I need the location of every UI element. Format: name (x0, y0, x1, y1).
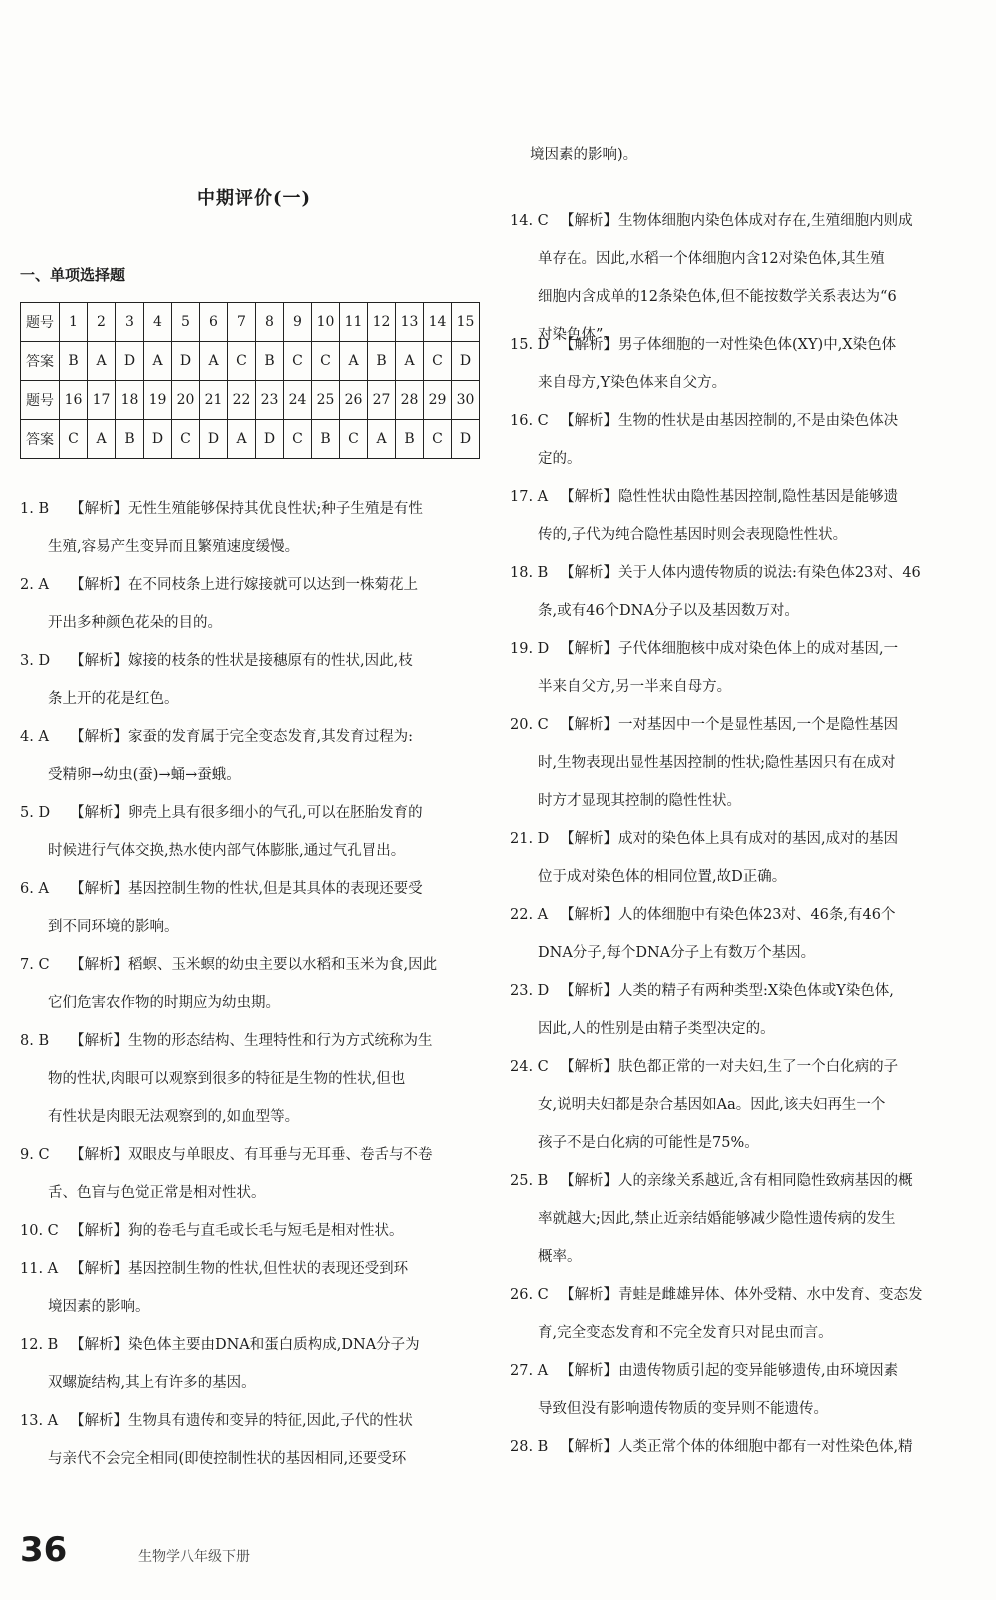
table-cell: 27 (368, 381, 396, 420)
explanation-text: 有性状是肉眼无法观察到的,如血型等。 (48, 1109, 300, 1125)
explanation-text: 【解析】由遗传物质引起的变异能够遗传,由环境因素 (560, 1363, 899, 1379)
answer-entry (510, 478, 980, 554)
answer-entry (510, 1428, 980, 1466)
table-cell: 2 (88, 303, 116, 342)
row-label: 答案 (21, 420, 60, 459)
explanation-text: 【解析】关于人体内遗传物质的说法:有染色体23对、46 (560, 565, 921, 581)
answer-entry (510, 554, 980, 630)
question-number: 15. D (510, 337, 550, 353)
table-row (21, 381, 480, 420)
answer-entry (20, 1326, 480, 1402)
question-number: 3. D (20, 653, 51, 669)
table-cell: D (452, 420, 480, 459)
explanation-text: 开出多种颜色花朵的目的。 (48, 615, 222, 631)
question-number: 19. D (510, 641, 550, 657)
explanation-text: 【解析】卵壳上具有很多细小的气孔,可以在胚胎发育的 (70, 805, 423, 821)
table-cell: 5 (172, 303, 200, 342)
table-cell: B (60, 342, 88, 381)
explanation-text: 【解析】狗的卷毛与直毛或长毛与短毛是相对性状。 (70, 1223, 404, 1239)
question-number: 14. C (510, 213, 549, 229)
question-number: 2. A (20, 577, 49, 593)
explanation-text: 【解析】子代体细胞核中成对染色体上的成对基因,一 (560, 641, 899, 657)
explanation-text: 细胞内含成单的12条染色体,但不能按数学关系表达为“6 (538, 289, 897, 305)
explanation-text: 【解析】无性生殖能够保持其优良性状;种子生殖是有性 (70, 501, 423, 517)
table-cell: 25 (312, 381, 340, 420)
answer-table (20, 302, 480, 459)
table-cell: 11 (340, 303, 368, 342)
explanation-text: 【解析】生物具有遗传和变异的特征,因此,子代的性状 (70, 1413, 413, 1429)
page-title: 中期评价(一) (196, 188, 312, 209)
table-cell: D (116, 342, 144, 381)
book-title: 生物学八年级下册 (138, 1549, 250, 1565)
table-cell: A (88, 342, 116, 381)
explanation-text: 时方才显现其控制的隐性性状。 (538, 793, 741, 809)
explanation-text: 来自母方,Y染色体来自父方。 (538, 375, 727, 391)
table-cell: 1 (60, 303, 88, 342)
answer-entry (20, 642, 480, 718)
table-cell: C (424, 420, 452, 459)
table-cell: B (312, 420, 340, 459)
answer-entry (510, 630, 980, 706)
question-number: 7. C (20, 957, 50, 973)
table-cell: 10 (312, 303, 340, 342)
table-row (21, 303, 480, 342)
table-cell: C (60, 420, 88, 459)
answer-entry (510, 896, 980, 972)
question-number: 5. D (20, 805, 51, 821)
answer-entry (20, 946, 480, 1022)
table-cell: 29 (424, 381, 452, 420)
table-cell: D (452, 342, 480, 381)
table-cell: A (88, 420, 116, 459)
explanation-text: 率就越大;因此,禁止近亲结婚能够减少隐性遗传病的发生 (538, 1211, 896, 1227)
explanation-text: 【解析】稻螟、玉米螟的幼虫主要以水稻和玉米为食,因此 (70, 957, 438, 973)
table-cell: 19 (144, 381, 172, 420)
table-cell: C (228, 342, 256, 381)
explanation-text: 【解析】肤色都正常的一对夫妇,生了一个白化病的子 (560, 1059, 899, 1075)
table-cell: 23 (256, 381, 284, 420)
table-cell: 30 (452, 381, 480, 420)
table-cell: 12 (368, 303, 396, 342)
explanation-text: 半来自父方,另一半来自母方。 (538, 679, 732, 695)
explanation-text: 【解析】生物的性状是由基因控制的,不是由染色体决 (560, 413, 899, 429)
table-cell: C (340, 420, 368, 459)
explanation-text: 单存在。因此,水稻一个体细胞内含12对染色体,其生殖 (538, 251, 885, 267)
answer-entry (510, 1276, 980, 1352)
table-row (21, 420, 480, 459)
table-cell: B (116, 420, 144, 459)
table-cell: 15 (452, 303, 480, 342)
answer-entry (20, 1212, 480, 1250)
table-cell: 14 (424, 303, 452, 342)
explanation-text: 境因素的影响。 (48, 1299, 150, 1315)
answer-entry (510, 402, 980, 478)
question-number: 6. A (20, 881, 49, 897)
table-cell: 20 (172, 381, 200, 420)
table-cell: C (284, 420, 312, 459)
explanation-text: 条上开的花是红色。 (48, 691, 179, 707)
page-number: 36 (20, 1530, 68, 1570)
answer-entry (20, 794, 480, 870)
explanation-text: 【解析】人的体细胞中有染色体23对、46条,有46个 (560, 907, 896, 923)
explanation-text: 【解析】生物的形态结构、生理特性和行为方式统称为生 (70, 1033, 433, 1049)
explanation-text: 时候进行气体交换,热水使内部气体膨胀,通过气孔冒出。 (48, 843, 406, 859)
answer-entry (510, 820, 980, 896)
answer-entry (20, 490, 480, 566)
row-label: 题号 (21, 381, 60, 420)
table-cell: D (172, 342, 200, 381)
answer-entry (510, 1162, 980, 1276)
table-cell: 26 (340, 381, 368, 420)
table-cell: B (368, 342, 396, 381)
explanation-text: 【解析】人类正常个体的体细胞中都有一对性染色体,精 (560, 1439, 913, 1455)
table-cell: 8 (256, 303, 284, 342)
question-number: 27. A (510, 1363, 549, 1379)
explanation-text: 定的。 (538, 451, 582, 467)
explanation-text: 【解析】人的亲缘关系越近,含有相同隐性致病基因的概 (560, 1173, 913, 1189)
table-cell: C (424, 342, 452, 381)
explanation-text: 受精卵→幼虫(蚕)→蛹→蚕蛾。 (48, 767, 241, 783)
answer-entry (20, 1250, 480, 1326)
table-cell: 9 (284, 303, 312, 342)
explanation-text: 概率。 (538, 1249, 582, 1265)
explanation-text: 【解析】染色体主要由DNA和蛋白质构成,DNA分子为 (70, 1337, 420, 1353)
answer-entry (20, 1402, 480, 1478)
answer-entry (20, 1022, 480, 1136)
row-label: 题号 (21, 303, 60, 342)
explanation-text: 【解析】青蛙是雌雄异体、体外受精、水中发育、变态发 (560, 1287, 923, 1303)
answer-entry (20, 566, 480, 642)
answer-entry (510, 706, 980, 820)
answer-entry (20, 1136, 480, 1212)
table-cell: 16 (60, 381, 88, 420)
explanation-text: 对染色体”。 (538, 327, 618, 343)
table-cell: B (396, 420, 424, 459)
question-number: 10. C (20, 1223, 59, 1239)
table-cell: 18 (116, 381, 144, 420)
table-cell: A (144, 342, 172, 381)
table-cell: D (256, 420, 284, 459)
answer-entry (510, 1352, 980, 1428)
explanation-text: 【解析】一对基因中一个是显性基因,一个是隐性基因 (560, 717, 899, 733)
table-cell: 6 (200, 303, 228, 342)
question-number: 26. C (510, 1287, 549, 1303)
question-number: 4. A (20, 729, 49, 745)
question-number: 11. A (20, 1261, 59, 1277)
explanation-text: 舌、色盲与色觉正常是相对性状。 (48, 1185, 266, 1201)
explanation-text: 条,或有46个DNA分子以及基因数万对。 (538, 603, 799, 619)
explanation-text: 女,说明夫妇都是杂合基因如Aa。因此,该夫妇再生一个 (538, 1097, 886, 1113)
explanation-text: 它们危害农作物的时期应为幼虫期。 (48, 995, 280, 1011)
question-number: 8. B (20, 1033, 50, 1049)
explanation-text: 【解析】人类的精子有两种类型:X染色体或Y染色体, (560, 983, 894, 999)
explanation-text: 【解析】基因控制生物的性状,但性状的表现还受到环 (70, 1261, 409, 1277)
table-cell: A (228, 420, 256, 459)
question-number: 21. D (510, 831, 550, 847)
table-cell: 4 (144, 303, 172, 342)
explanation-text: 【解析】在不同枝条上进行嫁接就可以达到一株菊花上 (70, 577, 418, 593)
explanation-text: 生殖,容易产生变异而且繁殖速度缓慢。 (48, 539, 300, 555)
question-number: 17. A (510, 489, 549, 505)
explanation-text: 【解析】男子体细胞的一对性染色体(XY)中,X染色体 (560, 337, 897, 353)
table-cell: C (312, 342, 340, 381)
table-cell: C (172, 420, 200, 459)
question-number: 9. C (20, 1147, 50, 1163)
explanation-text: 导致但没有影响遗传物质的变异则不能遗传。 (538, 1401, 828, 1417)
question-number: 22. A (510, 907, 549, 923)
question-number: 12. B (20, 1337, 59, 1353)
table-cell: 7 (228, 303, 256, 342)
table-cell: A (368, 420, 396, 459)
explanation-text: 【解析】成对的染色体上具有成对的基因,成对的基因 (560, 831, 899, 847)
answer-entry (20, 870, 480, 946)
explanation-text: 【解析】隐性性状由隐性基因控制,隐性基因是能够遗 (560, 489, 899, 505)
question-number: 18. B (510, 565, 549, 581)
question-number: 13. A (20, 1413, 59, 1429)
table-cell: D (200, 420, 228, 459)
answer-entry (510, 1048, 980, 1162)
question-number: 20. C (510, 717, 549, 733)
explanation-text: 【解析】生物体细胞内染色体成对存在,生殖细胞内则成 (560, 213, 913, 229)
table-cell: 3 (116, 303, 144, 342)
explanation-text: 育,完全变态发育和不完全发育只对昆虫而言。 (538, 1325, 833, 1341)
explanation-text: 到不同环境的影响。 (48, 919, 179, 935)
table-cell: 21 (200, 381, 228, 420)
section-heading: 一、单项选择题 (20, 266, 126, 284)
table-row (21, 342, 480, 381)
question-number: 25. B (510, 1173, 549, 1189)
explanation-text: 【解析】家蚕的发育属于完全变态发育,其发育过程为: (70, 729, 413, 745)
explanation-text: DNA分子,每个DNA分子上有数万个基因。 (538, 945, 816, 961)
explanation-text: 传的,子代为纯合隐性基因时则会表现隐性性状。 (538, 527, 848, 543)
explanation-text: 位于成对染色体的相同位置,故D正确。 (538, 869, 787, 885)
table-cell: 17 (88, 381, 116, 420)
explanation-text: 因此,人的性别是由精子类型决定的。 (538, 1021, 775, 1037)
answer-entry (20, 718, 480, 794)
table-cell: 22 (228, 381, 256, 420)
table-cell: C (284, 342, 312, 381)
table-cell: B (256, 342, 284, 381)
explanation-text: 【解析】基因控制生物的性状,但是其具体的表现还要受 (70, 881, 423, 897)
explanation-text: 【解析】嫁接的枝条的性状是接穗原有的性状,因此,枝 (70, 653, 413, 669)
explanation-text: 【解析】双眼皮与单眼皮、有耳垂与无耳垂、卷舌与不卷 (70, 1147, 433, 1163)
question-number: 23. D (510, 983, 550, 999)
answer-entry (510, 972, 980, 1048)
table-cell: D (144, 420, 172, 459)
explanation-text: 物的性状,肉眼可以观察到很多的特征是生物的性状,但也 (48, 1071, 406, 1087)
explanation-text: 境因素的影响)。 (530, 147, 638, 163)
explanation-text: 孩子不是白化病的可能性是75%。 (538, 1135, 759, 1151)
question-number: 24. C (510, 1059, 549, 1075)
question-number: 16. C (510, 413, 549, 429)
table-cell: A (340, 342, 368, 381)
explanation-text: 与亲代不会完全相同(即使控制性状的基因相同,还要受环 (48, 1451, 407, 1467)
answer-entry (510, 326, 980, 402)
row-label: 答案 (21, 342, 60, 381)
question-number: 28. B (510, 1439, 549, 1455)
question-number: 1. B (20, 501, 50, 517)
table-cell: A (396, 342, 424, 381)
table-cell: A (200, 342, 228, 381)
table-cell: 24 (284, 381, 312, 420)
answer-entry (510, 136, 980, 174)
table-cell: 28 (396, 381, 424, 420)
explanation-text: 双螺旋结构,其上有许多的基因。 (48, 1375, 256, 1391)
table-cell: 13 (396, 303, 424, 342)
explanation-text: 时,生物表现出显性基因控制的性状;隐性基因只有在成对 (538, 755, 896, 771)
